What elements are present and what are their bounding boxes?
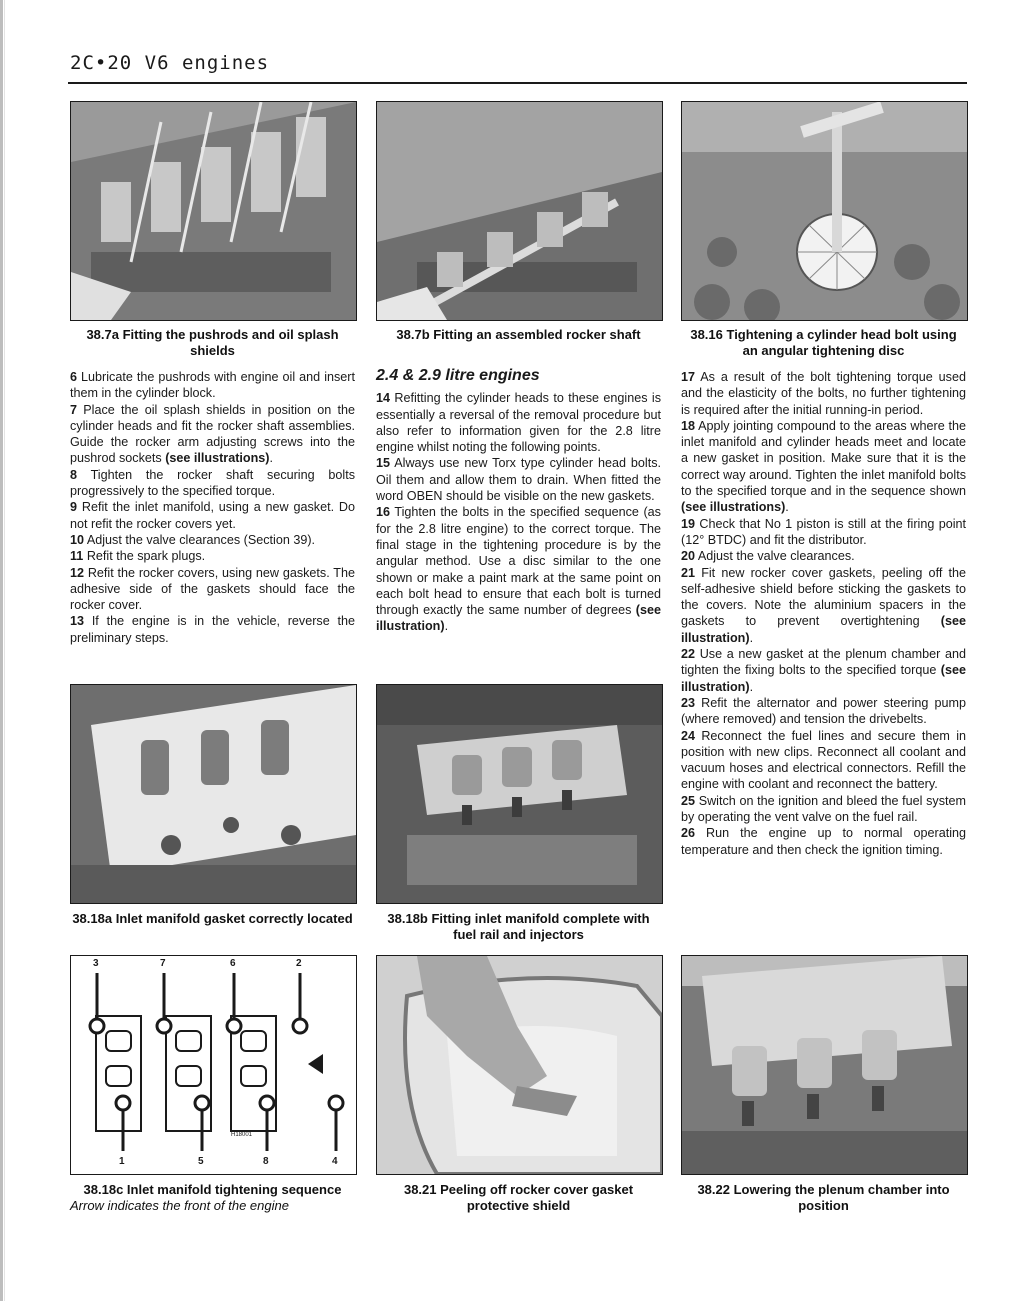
header-rule (68, 82, 967, 84)
diagram-code: H18001 (231, 1132, 253, 1138)
step-paragraph: 9 Refit the inlet manifold, using a new gasket. Do not refit the rocker covers yet. (70, 500, 356, 531)
step-paragraph: 20 Adjust the valve clearances. (681, 549, 855, 564)
bolt-label-top: 3 (93, 958, 99, 969)
section-heading: 2.4 & 2.9 litre engines (376, 367, 540, 384)
page-header: 2C•20 V6 engines (70, 52, 270, 74)
photo-38-22 (681, 955, 968, 1175)
figure-subcaption: Arrow indicates the front of the engine (70, 1198, 289, 1213)
bolt-label-top: 2 (296, 958, 302, 969)
step-paragraph: 12 Refit the rocker covers, using new gaskets. The adhesive side of the gaskets should face the rocker cover. (70, 565, 356, 613)
photo-38-18a (70, 684, 357, 904)
step-paragraph: 19 Check that No 1 piston is still at the firing point (12° BTDC) and fit the distributor. (681, 516, 966, 547)
step-paragraph: 8 Tighten the rocker shaft securing bolts progressively to the specified torque. (70, 467, 355, 499)
step-paragraph: 10 Adjust the valve clearances (Section 39). (70, 532, 316, 547)
figure-caption: 38.18c Inlet manifold tightening sequence (83, 1182, 342, 1197)
photo-38-7a (70, 101, 357, 321)
step-paragraph: 21 Fit new rocker cover gaskets, peeling off the self-adhesive shield before sticking the gaskets to the covers. Note the aluminium spacers in the gaskets to prevent overtightening (see illustration). (681, 565, 967, 645)
step-paragraph: 24 Reconnect the fuel lines and secure them in position with new clips. Reconnect all coolant and vacuum hoses and electrical connectors. Refill the engine with coolant and reconnect the battery. (681, 728, 966, 792)
text-column-3 (681, 369, 966, 858)
step-paragraph: 13 If the engine is in the vehicle, reverse the preliminary steps. (70, 614, 356, 645)
step-paragraph: 26 Run the engine up to normal operating temperature and then check the ignition timing. (681, 826, 967, 857)
step-paragraph: 22 Use a new gasket at the plenum chamber and tighten the fixing bolts to the specified torque (see illustration). (681, 647, 966, 694)
step-paragraph: 6 Lubricate the pushrods with engine oil and insert them in the cylinder block. (70, 370, 355, 401)
text-column-1 (70, 369, 355, 646)
bolt-label-top: 6 (230, 958, 236, 969)
step-paragraph: 18 Apply jointing compound to the areas where the inlet manifold and cylinder heads meet and locate a new gasket in position. Make sure that it is the correct way around. Tighten the inlet manifold bolts to the specified torque and in the sequence shown (see illustrations). (681, 418, 966, 515)
figure-caption: 38.18a Inlet manifold gasket correctly located (72, 911, 353, 926)
figure-caption-block (70, 1182, 355, 1214)
text-column-2 (376, 366, 661, 635)
step-paragraph: 25 Switch on the ignition and bleed the fuel system by operating the vent valve on the fuel rail. (681, 793, 967, 825)
page-edge-shadow (4, 0, 5, 1301)
diagram-38-18c (70, 955, 357, 1175)
step-paragraph: 15 Always use new Torx type cylinder head bolts. Oil them and allow them to drain. When fitted the word OBEN should be visible on the new gaskets. (376, 456, 661, 504)
figure-caption: 38.18b Fitting inlet manifold complete with fuel rail and injectors (387, 911, 650, 942)
bolt-label-top: 7 (160, 958, 166, 969)
photo-38-21 (376, 955, 663, 1175)
figure-caption: 38.16 Tightening a cylinder head bolt using an angular tightening disc (690, 327, 957, 358)
step-paragraph: 7 Place the oil splash shields in position on the cylinder heads and fit the rocker shaft assemblies. Guide the rocker arm adjusting screws into the pushrod sockets (see illustrations). (70, 402, 356, 466)
figure-caption: 38.22 Lowering the plenum chamber into position (697, 1182, 950, 1213)
figure-caption: 38.21 Peeling off rocker cover gasket protective shield (403, 1182, 634, 1213)
photo-38-18b (376, 684, 663, 904)
photo-38-16 (681, 101, 968, 321)
step-paragraph: 14 Refitting the cylinder heads to these engines is essentially a reversal of the removal procedure but also refer to information given for the 2.8 litre engine whilst noting the following points. (376, 391, 662, 455)
bolt-label-bottom: 5 (198, 1156, 204, 1167)
photo-38-7b (376, 101, 663, 321)
figure-caption: 38.7b Fitting an assembled rocker shaft (396, 327, 641, 342)
bolt-label-bottom: 1 (119, 1156, 125, 1167)
step-paragraph: 16 Tighten the bolts in the specified sequence (as for the 2.8 litre engine) to the correct torque. The final stage in the tightening procedure is by the angular method. Use a disc similar to the one shown or make a paint mark at the same point on each bolt head to ensure that each bolt is turned through exactly the same number of degrees (see illustration). (376, 505, 661, 634)
step-paragraph: 17 As a result of the bolt tightening torque used and the elasticity of the bolts, no further tightening is required after the initial running-in period. (681, 370, 966, 417)
bolt-label-bottom: 4 (332, 1156, 338, 1167)
bolt-label-bottom: 8 (263, 1156, 269, 1167)
figure-caption: 38.7a Fitting the pushrods and oil splash shields (86, 327, 339, 358)
step-paragraph: 11 Refit the spark plugs. (70, 549, 206, 564)
step-paragraph: 23 Refit the alternator and power steering pump (where removed) and tension the drivebelts. (681, 695, 966, 727)
page-edge (0, 0, 3, 1301)
